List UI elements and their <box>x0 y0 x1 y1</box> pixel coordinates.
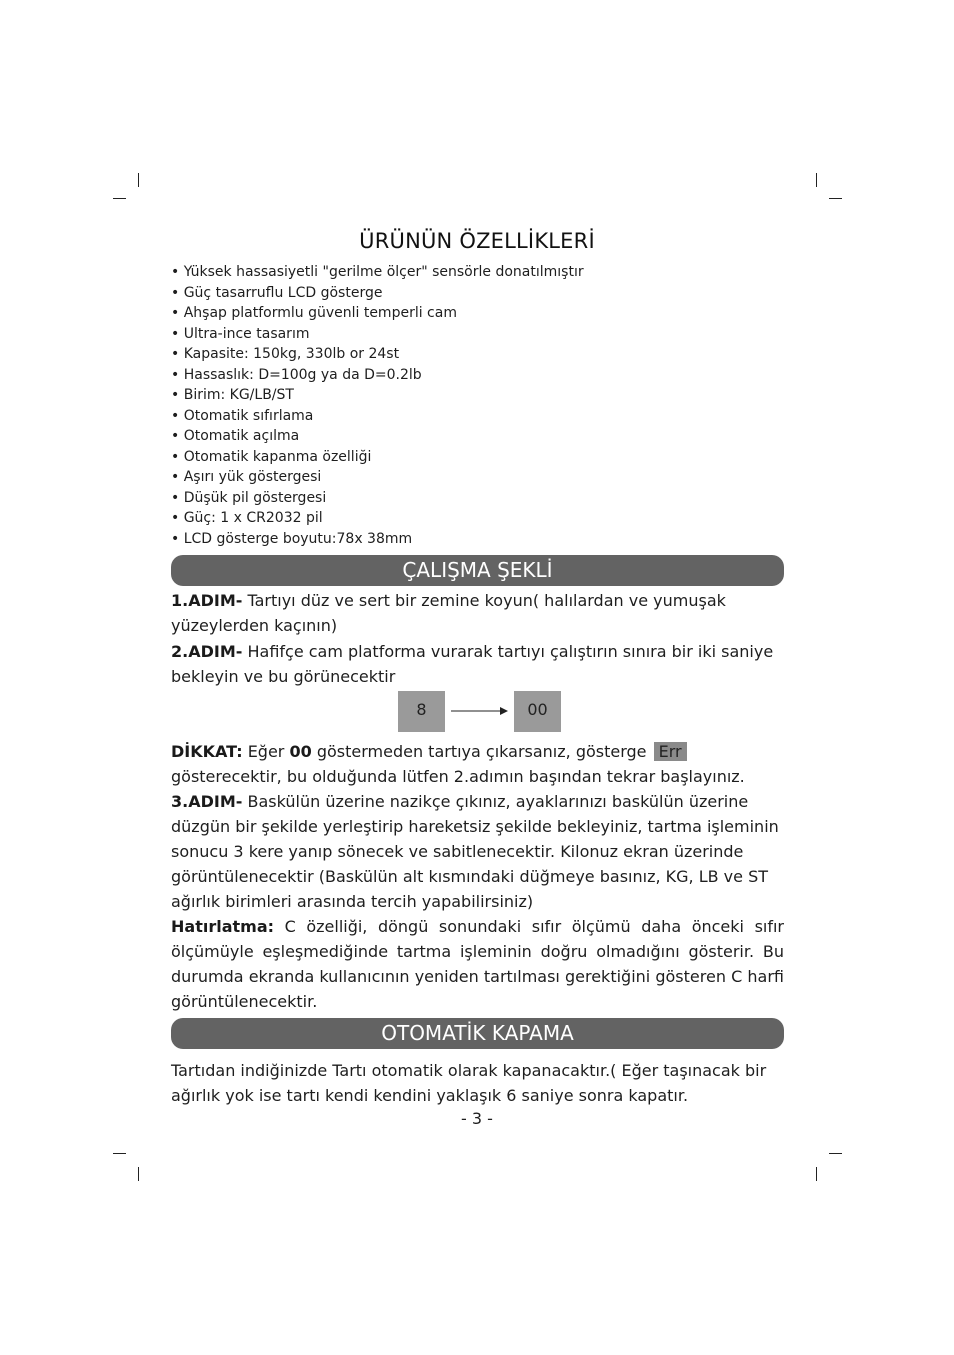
auto-off-section-header: OTOMATİK KAPAMA <box>171 1018 784 1049</box>
warning-zero: 00 <box>289 742 312 761</box>
crop-mark <box>113 198 126 199</box>
warning-text: gösterecektir, bu olduğunda lütfen 2.adımın başından tekrar başlayınız. <box>171 767 745 786</box>
crop-mark <box>829 1153 842 1154</box>
warning-label: DİKKAT: <box>171 742 243 761</box>
step2-label: 2.ADIM- <box>171 642 243 661</box>
feature-item: • Kapasite: 150kg, 330lb or 24st <box>171 346 400 362</box>
warning-text: göstermeden tartıya çıkarsanız, gösterge <box>311 742 652 761</box>
crop-mark <box>816 1167 817 1181</box>
feature-item: • Düşük pil göstergesi <box>171 489 327 506</box>
crop-mark <box>113 1153 126 1154</box>
reminder-label: Hatırlatma: <box>171 917 275 936</box>
feature-item: • Otomatik açılma <box>171 428 300 444</box>
crop-mark <box>138 173 139 187</box>
step3-paragraph <box>171 789 784 914</box>
err-indicator: Err <box>654 742 687 761</box>
warning-text: Eğer <box>242 742 290 761</box>
reminder-text: C özelliği, döngü sonundaki sıfır ölçümü daha önceki sıfır ölçümüyle eşleşmediğinde tartma işleminin doğru olmadığını gösterir. Bu durumda ekranda kullanıcının yeniden tartılması gerektiğini gösteren C harfi görüntülenecektir. <box>171 917 784 1011</box>
features-title: ÜRÜNÜN ÖZELLİKLERİ <box>359 229 595 253</box>
feature-item: • LCD gösterge boyutu:78x 38mm <box>171 530 413 547</box>
reminder-paragraph <box>171 914 784 1014</box>
feature-item: • Ahşap platformlu güvenli temperli cam <box>171 305 457 321</box>
feature-item: • Hassaslık: D=100g ya da D=0.2lb <box>171 366 422 383</box>
crop-mark <box>816 173 817 187</box>
feature-item: • Otomatik kapanma özelliği <box>171 448 372 465</box>
operation-section-header: ÇALIŞMA ŞEKLİ <box>171 555 784 586</box>
step2-paragraph <box>171 639 784 689</box>
step3-text: Baskülün üzerine nazikçe çıkınız, ayaklarınızı baskülün üzerine düzgün bir şekilde yerleştirip hareketsiz şekilde bekleyiniz, tartma işleminin sonucu 3 kere yanıp sönecek ve sabitlenecektir. Kilonuz ekran üzerinde görüntülenecektir (Baskülün alt kısmındaki düğmeye basınız, KG, LB ve ST ağırlık birimleri arasında tercih yapabilirsiniz) <box>171 792 779 911</box>
step1-text: Tartıyı düz ve sert bir zemine koyun( halılardan ve yumuşak yüzeylerden kaçının) <box>171 591 726 635</box>
crop-mark <box>829 198 842 199</box>
lcd-display-zero: 00 <box>514 691 561 732</box>
feature-item: • Birim: KG/LB/ST <box>171 387 294 403</box>
step2-text: Hafifçe cam platforma vurarak tartıyı çalıştırın sınıra bir iki saniye bekleyin ve bu görünecektir <box>171 642 774 686</box>
feature-item: • Güç tasarruflu LCD gösterge <box>171 284 383 301</box>
feature-list <box>171 262 584 549</box>
step1-label: 1.ADIM- <box>171 591 243 610</box>
auto-off-paragraph: Tartıdan indiğinizde Tartı otomatik olarak kapanacaktır.( Eğer taşınacak bir ağırlık yok ise tartı kendi kendini yaklaşık 6 saniye sonra kapatır. <box>171 1061 767 1105</box>
feature-item: • Yüksek hassasiyetli "gerilme ölçer" sensörle donatılmıştır <box>171 264 584 280</box>
feature-item: • Aşırı yük göstergesi <box>171 469 322 485</box>
lcd-display-initial: 8 <box>398 691 445 732</box>
step1-paragraph <box>171 588 784 638</box>
feature-item: • Otomatik sıfırlama <box>171 407 314 424</box>
feature-item: • Ultra-ince tasarım <box>171 325 310 342</box>
arrow-right-icon <box>451 702 511 720</box>
page-number: - 3 - <box>461 1109 493 1128</box>
step3-label: 3.ADIM- <box>171 792 243 811</box>
warning-paragraph <box>171 739 784 789</box>
feature-item: • Güç: 1 x CR2032 pil <box>171 510 323 526</box>
crop-mark <box>138 1167 139 1181</box>
